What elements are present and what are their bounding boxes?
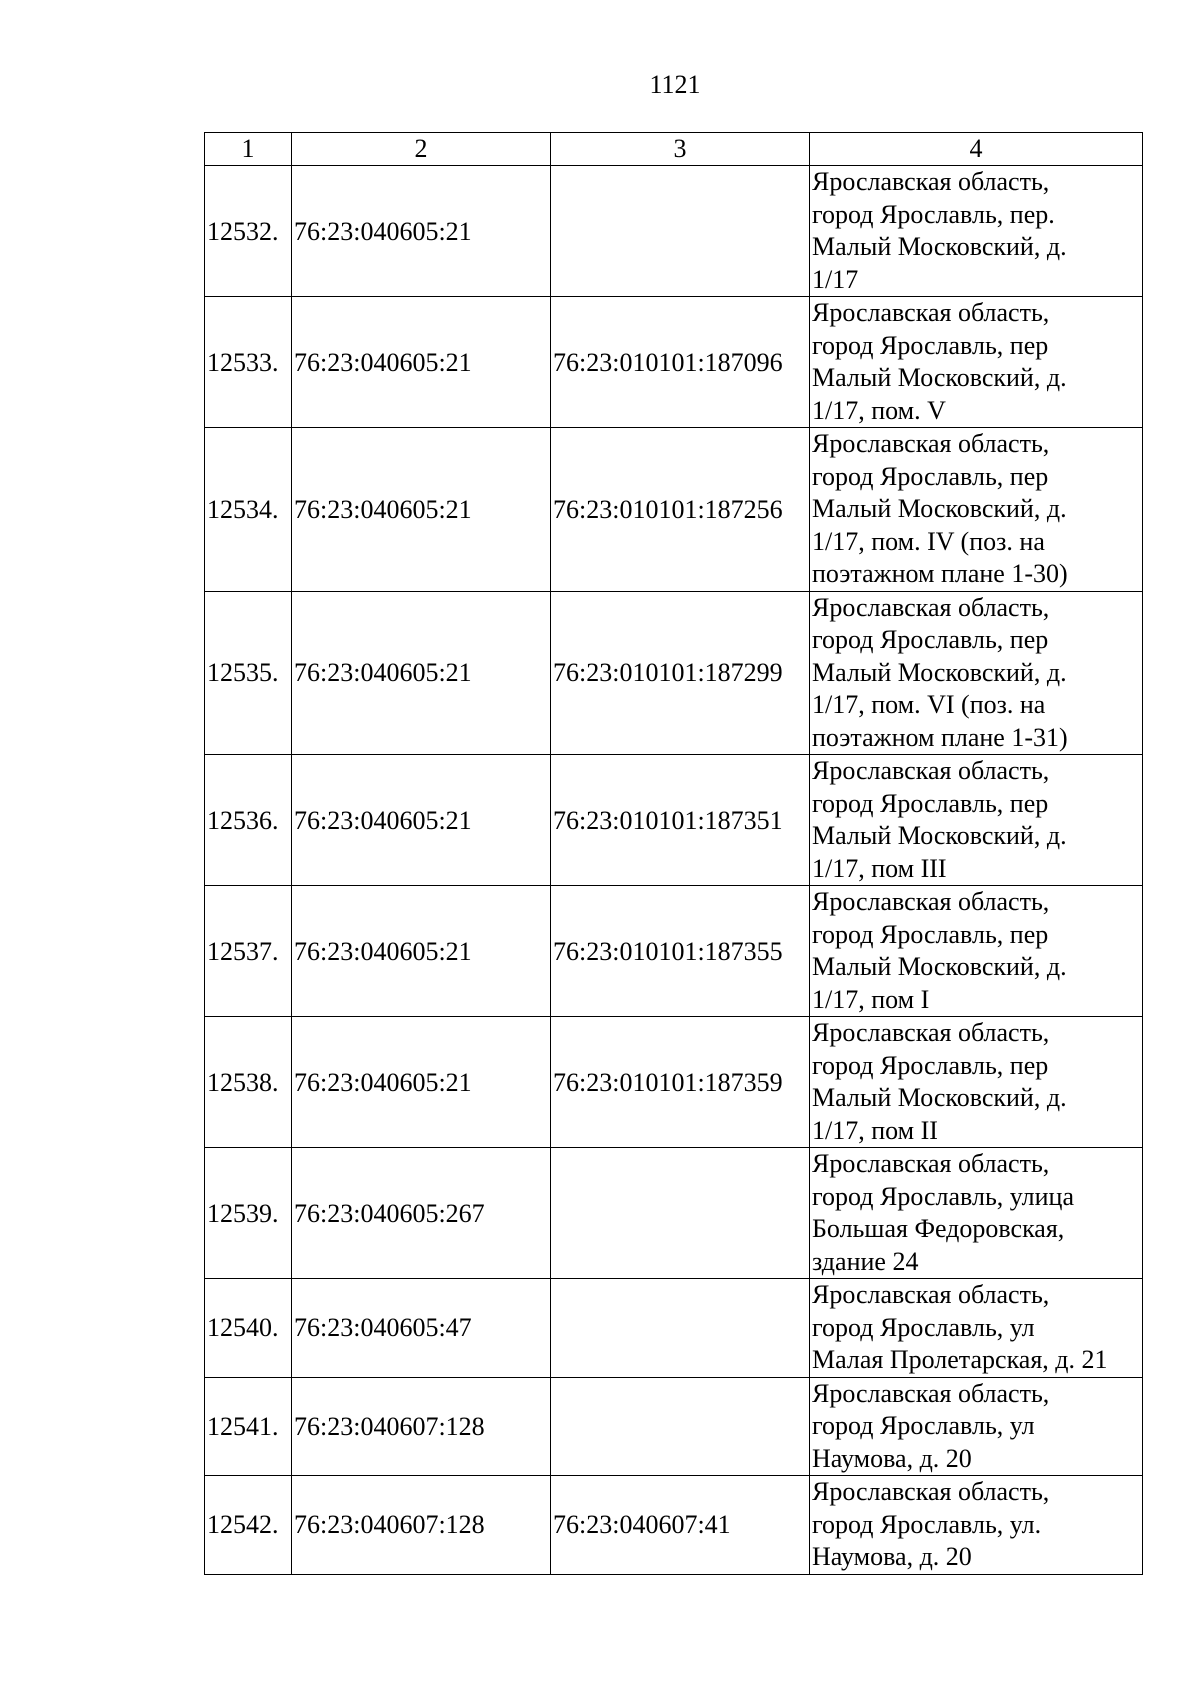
address-cell (810, 591, 1143, 755)
table-row (205, 1476, 1143, 1575)
table-row (205, 1377, 1143, 1476)
land-plot-cadastral-cell: 76:23:040605:21 (292, 886, 551, 1017)
table-row (205, 428, 1143, 592)
address-line: Малый Московский, д. (812, 657, 1067, 687)
address-line: Ярославская область, (812, 167, 1050, 196)
address-line: город Ярославль, пер (812, 1050, 1049, 1080)
land-plot-cadastral-cell: 76:23:040607:128 (292, 1476, 551, 1575)
row-number-cell: 12533. (205, 297, 292, 428)
address-line: город Ярославль, пер (812, 788, 1049, 818)
address-line: 1/17, пом II (812, 1115, 938, 1145)
table-row (205, 297, 1143, 428)
address-line: город Ярославль, пер (812, 461, 1049, 491)
row-number-cell: 12542. (205, 1476, 292, 1575)
row-number-cell: 12539. (205, 1148, 292, 1279)
table-row (205, 166, 1143, 297)
row-number-cell: 12534. (205, 428, 292, 592)
object-cadastral-cell: 76:23:010101:187359 (551, 1017, 810, 1148)
address-line: Наумова, д. 20 (812, 1542, 972, 1571)
row-number-cell: 12535. (205, 591, 292, 755)
table-body (205, 133, 1143, 1575)
land-plot-cadastral-cell: 76:23:040605:21 (292, 755, 551, 886)
object-cadastral-cell: 76:23:010101:187299 (551, 591, 810, 755)
address-line: Малая Пролетарская, д. 21 (812, 1345, 1108, 1374)
address-line: Малый Московский, д. (812, 363, 1067, 392)
address-line: Ярославская область, (812, 592, 1050, 622)
object-cadastral-cell: 76:23:010101:187351 (551, 755, 810, 886)
header-col-4: 4 (810, 133, 1143, 166)
address-line: Наумова, д. 20 (812, 1443, 972, 1473)
address-cell (810, 1279, 1143, 1378)
header-col-2: 2 (292, 133, 551, 166)
address-line: город Ярославль, улица (812, 1181, 1075, 1211)
address-line: 1/17, пом. V (812, 395, 946, 425)
row-number-cell: 12538. (205, 1017, 292, 1148)
object-cadastral-cell (551, 1377, 810, 1476)
address-line: город Ярославль, пер. (812, 199, 1055, 229)
address-line: 1/17, пом. VI (поз. на (812, 690, 1046, 719)
address-line: город Ярославль, пер (812, 919, 1049, 949)
address-line: Малый Московский, д. (812, 952, 1067, 981)
header-col-1: 1 (205, 133, 292, 166)
object-cadastral-cell: 76:23:040607:41 (551, 1476, 810, 1575)
table-row (205, 591, 1143, 755)
address-line: Ярославская область, (812, 1149, 1050, 1178)
object-cadastral-cell (551, 1148, 810, 1279)
address-cell (810, 1148, 1143, 1279)
land-plot-cadastral-cell: 76:23:040605:47 (292, 1279, 551, 1378)
address-line: Ярославская область, (812, 887, 1050, 916)
address-line: 1/17, пом III (812, 853, 947, 883)
header-col-3: 3 (551, 133, 810, 166)
address-cell (810, 166, 1143, 297)
object-cadastral-cell: 76:23:010101:187256 (551, 428, 810, 592)
table-header-row (205, 133, 1143, 166)
address-line: Ярославская область, (812, 1378, 1050, 1408)
table-row (205, 1279, 1143, 1378)
address-cell (810, 1017, 1143, 1148)
address-line: 1/17, пом. IV (поз. на (812, 526, 1045, 556)
address-line: Малый Московский, д. (812, 1083, 1067, 1112)
address-line: поэтажном плане 1-31) (812, 722, 1068, 752)
address-cell (810, 886, 1143, 1017)
object-cadastral-cell (551, 1279, 810, 1378)
table-row (205, 1017, 1143, 1148)
address-cell (810, 297, 1143, 428)
address-line: город Ярославль, ул (812, 1411, 1035, 1440)
address-line: Ярославская область, (812, 1018, 1050, 1047)
address-line: поэтажном плане 1-30) (812, 559, 1068, 588)
table-row (205, 1148, 1143, 1279)
land-plot-cadastral-cell: 76:23:040605:21 (292, 1017, 551, 1148)
address-line: Ярославская область, (812, 298, 1050, 327)
address-cell (810, 755, 1143, 886)
address-line: Ярославская область, (812, 1477, 1050, 1506)
address-line: Малый Московский, д. (812, 821, 1067, 850)
address-line: Ярославская область, (812, 756, 1050, 785)
row-number-cell: 12532. (205, 166, 292, 297)
address-line: 1/17 (812, 264, 859, 294)
row-number-cell: 12537. (205, 886, 292, 1017)
address-line: город Ярославль, пер (812, 330, 1049, 360)
address-line: город Ярославль, ул (812, 1312, 1035, 1342)
table-row (205, 755, 1143, 886)
address-line: город Ярославль, пер (812, 625, 1049, 654)
object-cadastral-cell: 76:23:010101:187355 (551, 886, 810, 1017)
land-plot-cadastral-cell: 76:23:040605:267 (292, 1148, 551, 1279)
row-number-cell: 12540. (205, 1279, 292, 1378)
object-cadastral-cell (551, 166, 810, 297)
address-line: Ярославская область, (812, 1280, 1050, 1309)
land-plot-cadastral-cell: 76:23:040605:21 (292, 591, 551, 755)
land-plot-cadastral-cell: 76:23:040607:128 (292, 1377, 551, 1476)
land-plot-cadastral-cell: 76:23:040605:21 (292, 297, 551, 428)
address-line: Большая Федоровская, (812, 1214, 1065, 1243)
address-cell (810, 1377, 1143, 1476)
page-number: 1121 (649, 70, 701, 99)
row-number-cell: 12536. (205, 755, 292, 886)
land-plot-cadastral-cell: 76:23:040605:21 (292, 428, 551, 592)
address-line: 1/17, пом I (812, 984, 930, 1014)
address-cell (810, 428, 1143, 592)
address-line: здание 24 (812, 1246, 919, 1276)
object-cadastral-cell: 76:23:010101:187096 (551, 297, 810, 428)
land-plot-cadastral-cell: 76:23:040605:21 (292, 166, 551, 297)
table-row (205, 886, 1143, 1017)
address-line: город Ярославль, ул. (812, 1509, 1042, 1539)
address-line: Ярославская область, (812, 429, 1050, 458)
address-line: Малый Московский, д. (812, 232, 1067, 261)
address-line: Малый Московский, д. (812, 494, 1067, 523)
registry-table (204, 132, 1143, 1575)
address-cell (810, 1476, 1143, 1575)
row-number-cell: 12541. (205, 1377, 292, 1476)
